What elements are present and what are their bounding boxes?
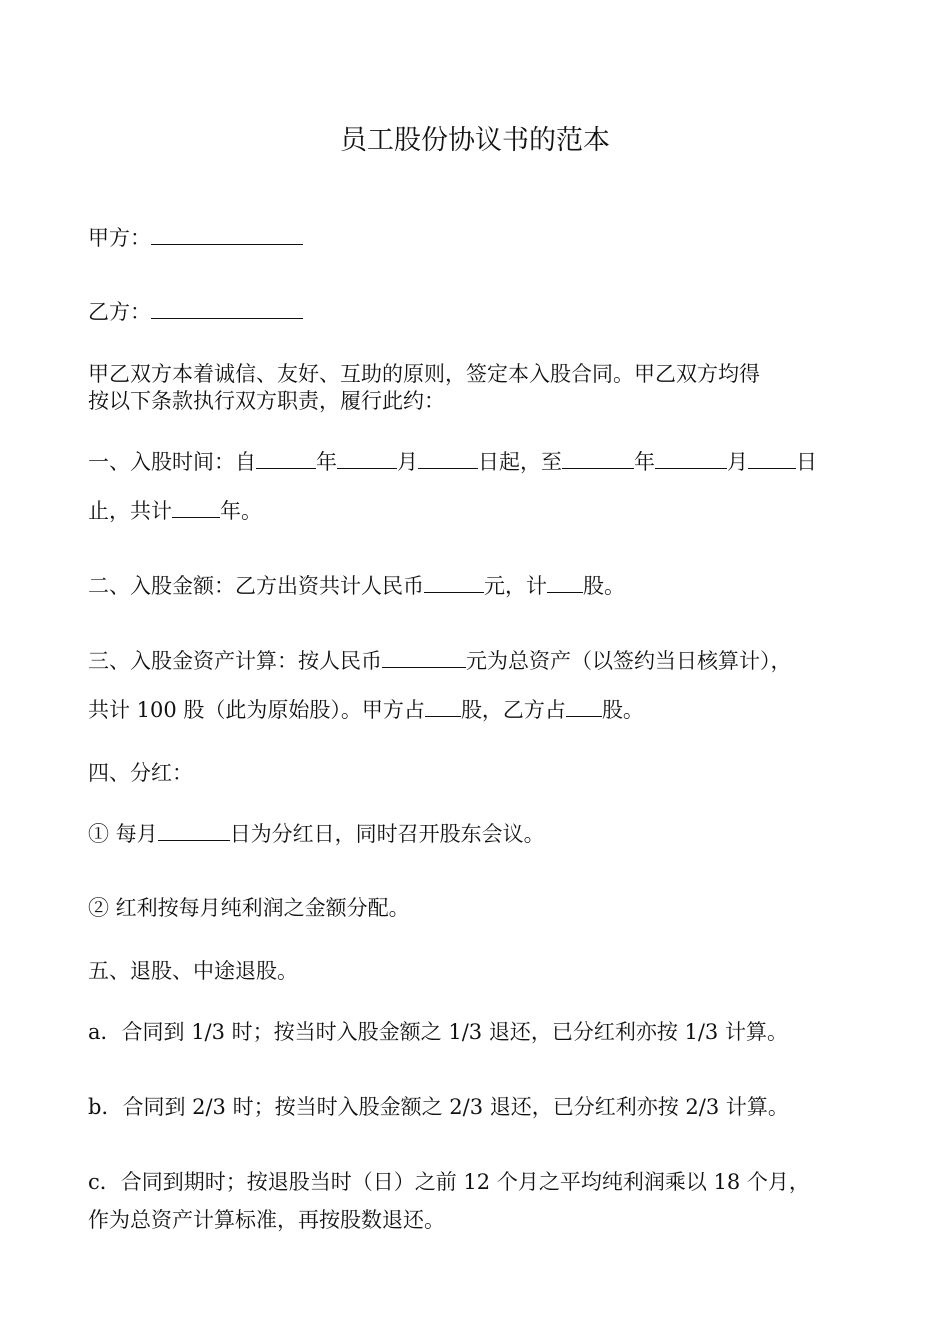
clause-5-heading: 五、退股、中途退股。: [88, 959, 298, 983]
end-year-blank[interactable]: [562, 448, 634, 469]
clause-3-line-1: [88, 647, 878, 674]
clause-4-item-1: [88, 820, 878, 847]
clause-1-text: 年。: [220, 499, 262, 523]
clause-1-text: 月: [397, 450, 418, 474]
clause-3-text: 股，乙方占: [460, 698, 566, 722]
start-month-blank[interactable]: [337, 448, 397, 469]
clause-1-text: 月: [727, 450, 748, 474]
party-a-blank[interactable]: [151, 224, 303, 245]
end-month-blank[interactable]: [655, 448, 727, 469]
document-title: 员工股份协议书的范本: [340, 125, 610, 156]
party-b-shares-blank[interactable]: [566, 696, 602, 717]
total-years-blank[interactable]: [172, 497, 220, 518]
clause-4-text: ① 每月: [88, 822, 158, 846]
clause-5-item-a: a．合同到 1/3 时；按当时入股金额之 1/3 退还，已分红利亦按 1/3 计算。: [88, 1020, 788, 1044]
clause-1-text: 一、入股时间：自: [88, 450, 256, 474]
clause-2-text: 股。: [583, 574, 625, 598]
party-b-blank[interactable]: [151, 298, 303, 319]
dividend-day-blank[interactable]: [158, 820, 230, 841]
party-b-line: [88, 298, 878, 325]
end-day-blank[interactable]: [748, 448, 796, 469]
clause-1-text: 日: [796, 450, 817, 474]
clause-3-text: 共计 100 股（此为原始股）。甲方占: [88, 698, 425, 722]
investment-amount-blank[interactable]: [424, 572, 484, 593]
start-year-blank[interactable]: [256, 448, 316, 469]
clause-3-line-2: [88, 696, 878, 723]
party-a-label: 甲方：: [88, 226, 151, 250]
clause-4-item-2: ② 红利按每月纯利润之金额分配。: [88, 896, 410, 920]
clause-3-text: 元为总资产（以签约当日核算计），: [466, 649, 792, 673]
intro-line-1: 甲乙双方本着诚信、友好、互助的原则，签定本入股合同。甲乙双方均得: [88, 362, 760, 386]
total-assets-blank[interactable]: [382, 647, 466, 668]
party-a-shares-blank[interactable]: [425, 696, 461, 717]
share-count-blank[interactable]: [547, 572, 583, 593]
party-b-label: 乙方：: [88, 300, 151, 324]
clause-2-text: 元，计: [484, 574, 547, 598]
clause-2-line: [88, 572, 878, 599]
clause-5-item-c-line-1: c．合同到期时；按退股当时（日）之前 12 个月之平均纯利润乘以 18 个月，: [88, 1170, 810, 1194]
clause-1-text: 年: [634, 450, 655, 474]
party-a-line: [88, 224, 878, 251]
clause-1-line-2: [88, 497, 878, 524]
clause-4-text: 日为分红日，同时召开股东会议。: [229, 822, 545, 846]
clause-1-text: 止，共计: [88, 499, 172, 523]
clause-1-line-1: [88, 448, 878, 475]
intro-line-2: 按以下条款执行双方职责，履行此约：: [88, 389, 445, 413]
clause-5-item-b: b．合同到 2/3 时；按当时入股金额之 2/3 退还，已分红利亦按 2/3 计算。: [88, 1095, 789, 1119]
clause-5-item-c-line-2: 作为总资产计算标准，再按股数退还。: [88, 1208, 445, 1232]
clause-1-text: 日起，至: [478, 450, 562, 474]
clause-1-text: 年: [316, 450, 337, 474]
clause-3-text: 股。: [601, 698, 644, 722]
clause-3-text: 三、入股金资产计算：按人民币: [88, 649, 382, 673]
clause-4-heading: 四、分红：: [88, 761, 193, 785]
start-day-blank[interactable]: [418, 448, 478, 469]
clause-2-text: 二、入股金额：乙方出资共计人民币: [88, 574, 424, 598]
